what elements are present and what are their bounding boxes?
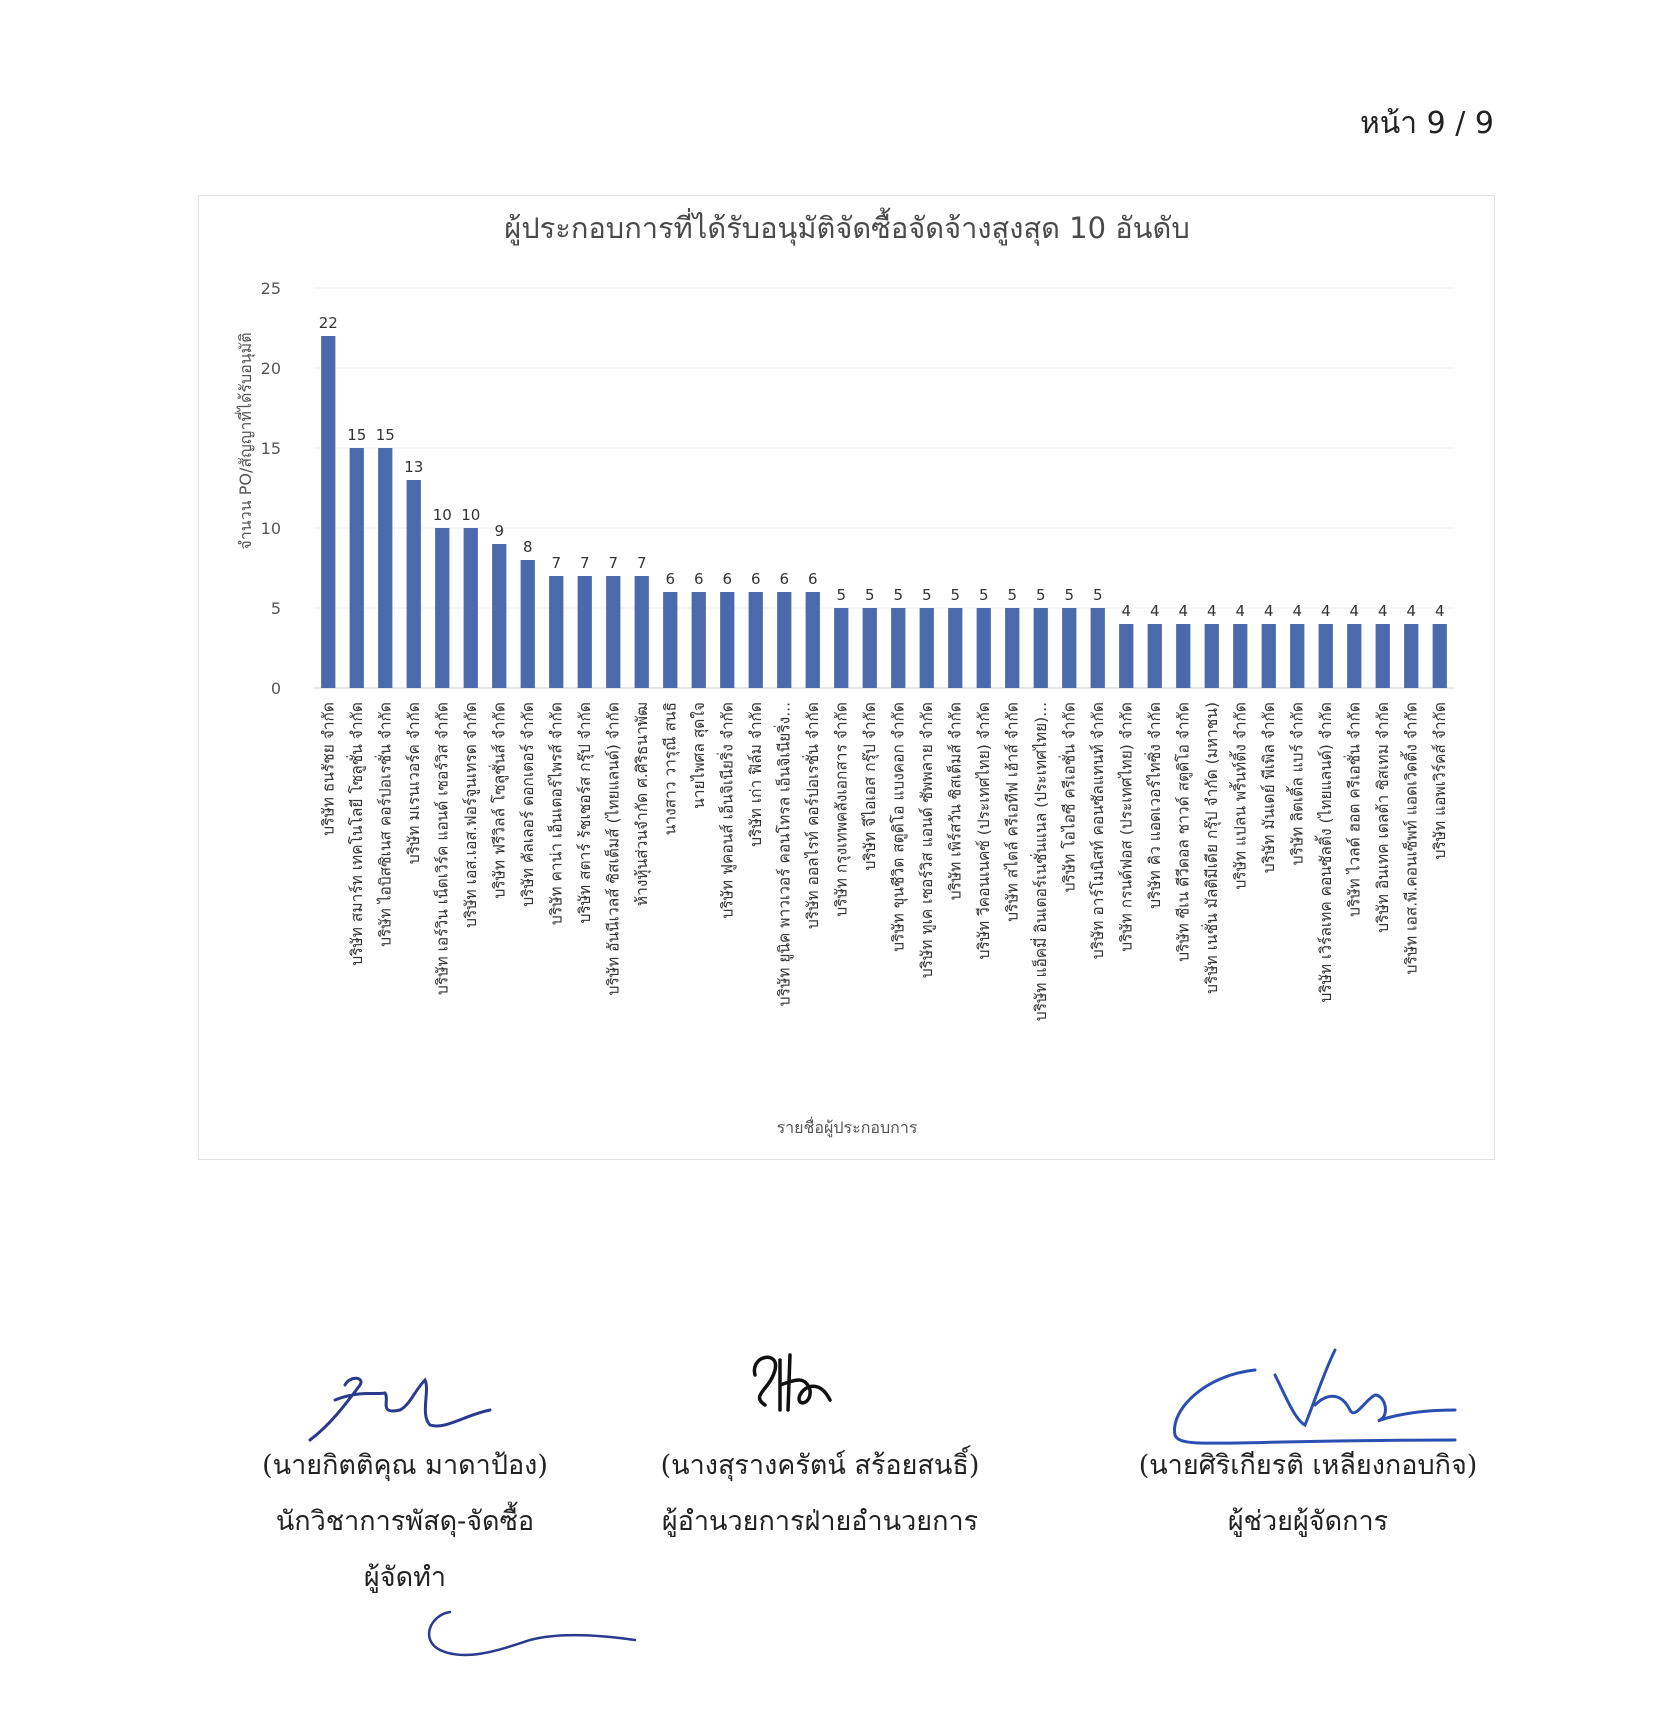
x-tick-label: บริษัท แอพเวิร์คส์ จำกัด	[1430, 702, 1449, 860]
x-tick-label: บริษัท โอไอซี ครีเอชั่น จำกัด	[1060, 702, 1079, 893]
x-tick-label: บริษัท ลิตเติ้ล แบร์ จำกัด	[1288, 702, 1307, 866]
chart-frame	[198, 195, 1495, 1160]
bar	[321, 336, 335, 688]
data-label: 6	[693, 570, 704, 588]
bar	[920, 608, 934, 688]
bar-chart	[199, 196, 1494, 1159]
data-label: 7	[579, 554, 590, 572]
bar	[977, 608, 991, 688]
data-label: 9	[494, 522, 505, 540]
bar	[948, 608, 962, 688]
signatory-position: ผู้ช่วยผู้จัดการ	[1227, 1506, 1389, 1537]
data-label: 8	[522, 538, 533, 556]
bar	[1119, 624, 1133, 688]
x-tick-label: บริษัท อินเทค เดลต้า ซิสเทม จำกัด	[1373, 702, 1392, 933]
grid-lines	[314, 288, 1454, 688]
data-label: 4	[1377, 602, 1388, 620]
data-label: 5	[1007, 586, 1018, 604]
x-axis-labels	[319, 702, 1449, 1021]
signatory-position: นักวิชาการพัสดุ-จัดซื้อ	[275, 1506, 535, 1537]
data-label: 5	[950, 586, 961, 604]
data-label: 5	[1092, 586, 1103, 604]
bar	[1319, 624, 1333, 688]
data-label: 7	[551, 554, 562, 572]
y-axis-ticks	[261, 279, 281, 698]
initial-scribble	[410, 1600, 640, 1670]
bar	[1062, 608, 1076, 688]
x-tick-label: บริษัท สตาร์ ร้ชเชอร์ส กรุ๊ป จำกัด	[575, 702, 594, 924]
bar	[1376, 624, 1390, 688]
signatory-name: (นายศิริเกียรติ เหลียงกอบกิจ)	[1138, 1450, 1478, 1481]
bar	[378, 448, 392, 688]
bar	[1347, 624, 1361, 688]
signature-block-3	[1078, 1438, 1538, 1550]
bar	[606, 576, 620, 688]
x-tick-label: บริษัท แปลน พริ้นท์ติ้ง จำกัด	[1231, 702, 1250, 890]
x-tick-label: นางสาว วารุณี สนธิ	[661, 702, 680, 836]
data-label: 4	[1434, 602, 1445, 620]
bar	[407, 480, 421, 688]
bar	[578, 576, 592, 688]
bar	[492, 544, 506, 688]
data-label: 4	[1235, 602, 1246, 620]
x-tick-label: บริษัท เพิร์สวัน ซิสเต็มส์ จำกัด	[946, 702, 965, 901]
data-label: 4	[1178, 602, 1189, 620]
bar	[834, 608, 848, 688]
x-tick-label: บริษัท ยูนิค พาวเวอร์ คอนโทรล เอ็นจิเนียริ่ง...	[775, 702, 794, 1007]
bar	[549, 576, 563, 688]
bar	[464, 528, 478, 688]
x-tick-label: บริษัท กรุงเทพคลังเอกสาร จำกัด	[832, 702, 851, 917]
signature-block-2	[590, 1438, 1050, 1550]
signature-3-handwritten	[1165, 1340, 1465, 1450]
signature-2-handwritten	[740, 1345, 840, 1430]
data-label: 7	[636, 554, 647, 572]
x-tick-label: บริษัท อาร์โมนิสท์ คอนซัลแทนท์ จำกัด	[1088, 702, 1107, 960]
x-tick-label: บริษัท ฟูคอนส์ เอ็นจิเนียริ่ง จำกัด	[718, 702, 737, 919]
x-tick-label: บริษัท เนชั่น มัลติมีเดีย กรุ๊ป จำกัด (มหาชน)	[1202, 702, 1221, 994]
x-tick-label: บริษัท จีไอเอส กรุ๊ป จำกัด	[860, 702, 879, 871]
bars	[321, 336, 1447, 688]
data-label: 6	[779, 570, 790, 588]
bar	[1034, 608, 1048, 688]
x-axis-title: รายชื่อผู้ประกอบการ	[776, 1118, 918, 1137]
data-label: 5	[1035, 586, 1046, 604]
signatory-name: (นายกิตติคุณ มาดาป้อง)	[262, 1450, 548, 1481]
bar	[749, 592, 763, 688]
y-axis-title: จำนวน PO/สัญญาที่ได้รับอนุมัติ	[236, 332, 255, 550]
data-label: 5	[893, 586, 904, 604]
y-tick-label: 25	[260, 279, 281, 298]
x-tick-label: บริษัท อันนีเวลส์ ซิสเต็มส์ (ไทยแลนด์) จำกัด	[604, 702, 623, 996]
bar	[720, 592, 734, 688]
bar	[1404, 624, 1418, 688]
x-tick-label: บริษัท เวิร์ลเทค คอนซัลติ้ง (ไทยแลนด์) จำกัด	[1316, 702, 1335, 1003]
data-label: 4	[1349, 602, 1360, 620]
data-label: 6	[750, 570, 761, 588]
data-label: 4	[1263, 602, 1274, 620]
x-tick-label: บริษัท ออลไรท์ คอร์ปอเรชั่น จำกัด	[803, 702, 822, 929]
x-tick-label: บริษัท เอร์วิน เน็ตเวิร์ค แอนด์ เซอร์วิส จำกัด	[433, 702, 452, 995]
y-tick-label: 10	[260, 519, 281, 538]
bar	[521, 560, 535, 688]
x-tick-label: บริษัท เอส.พี.คอนเซ็พท์ แอดเวิดติ้ง จำกัด	[1402, 702, 1421, 975]
y-tick-label: 5	[270, 599, 281, 618]
data-label: 4	[1292, 602, 1303, 620]
x-tick-label: บริษัท คาน่า เอ็นเตอร์ไพรส์ จำกัด	[547, 702, 566, 925]
bar	[435, 528, 449, 688]
page-number: หน้า 9 / 9	[1359, 106, 1494, 141]
data-label: 5	[1064, 586, 1075, 604]
x-tick-label: บริษัท มันเดย์ พีเพิล จำกัด	[1259, 702, 1278, 874]
data-label: 5	[921, 586, 932, 604]
x-tick-label: ห้างหุ้นส่วนจำกัด ศ.ศิริธนาพัฒ	[632, 702, 651, 907]
x-tick-label: บริษัท มเรนเวอร์ค จำกัด	[404, 702, 423, 865]
signature-block-1	[175, 1438, 635, 1606]
bar	[891, 608, 905, 688]
x-tick-label: นายไพศล สุดใจ	[689, 702, 708, 809]
bar	[1148, 624, 1162, 688]
data-label: 4	[1206, 602, 1217, 620]
x-tick-label: บริษัท ไอบิสซิเนส คอร์ปอเรชั่น จำกัด	[376, 702, 395, 947]
x-tick-label: บริษัท ขุนชีวิต สตูดิโอ แบงคอก จำกัด	[889, 702, 908, 952]
data-label: 5	[978, 586, 989, 604]
data-label: 15	[347, 426, 367, 444]
bar	[350, 448, 364, 688]
x-tick-label: บริษัท ธนรัชย จำกัด	[319, 702, 338, 836]
x-tick-label: บริษัท ซีเน ดีวีดอล ชาวด์ สตูดิโอ จำกัด	[1174, 702, 1193, 962]
data-label: 13	[404, 458, 424, 476]
data-label: 10	[461, 506, 481, 524]
signatory-name: (นางสุรางครัตน์ สร้อยสนธิ์)	[660, 1450, 980, 1481]
bar	[635, 576, 649, 688]
bar	[1205, 624, 1219, 688]
data-label: 4	[1149, 602, 1160, 620]
signatory-role: ผู้จัดทำ	[363, 1562, 447, 1593]
x-tick-label: บริษัท แอ็คมี่ อินเตอร์เนชั่นแนล (ประเทศไทย)...	[1031, 702, 1050, 1022]
bar	[692, 592, 706, 688]
data-label: 6	[807, 570, 818, 588]
x-tick-label: บริษัท เอส.เอส.ฟอร์จูนเทรด จำกัด	[461, 702, 480, 928]
data-labels	[319, 314, 1445, 620]
signatory-position: ผู้อำนวยการฝ่ายอำนวยการ	[661, 1506, 979, 1537]
bar	[1005, 608, 1019, 688]
x-tick-label: บริษัท คัลเลอร์ ดอกเตอร์ จำกัด	[518, 702, 537, 907]
x-tick-label: บริษัท สไตล์ ครีเอทีฟ เฮ้าส์ จำกัด	[1003, 702, 1022, 922]
x-tick-label: บริษัท สมาร์ท เทคโนโลยี โซลูชั่น จำกัด	[347, 702, 366, 966]
bar	[1091, 608, 1105, 688]
chart-title: ผู้ประกอบการที่ได้รับอนุมัติจัดซื้อจัดจ้างสูงสุด 10 อันดับ	[504, 211, 1190, 245]
x-tick-label: บริษัท วีคอนเนคซ์ (ประเทศไทย) จำกัด	[974, 702, 993, 960]
bar	[777, 592, 791, 688]
data-label: 6	[722, 570, 733, 588]
data-label: 5	[836, 586, 847, 604]
y-tick-label: 0	[270, 679, 281, 698]
bar	[1290, 624, 1304, 688]
data-label: 22	[318, 314, 338, 332]
bar	[1433, 624, 1447, 688]
bar	[663, 592, 677, 688]
x-tick-label: บริษัท ฟรีวิลล์ โซลูชั่นส์ จำกัด	[490, 702, 509, 899]
data-label: 4	[1320, 602, 1331, 620]
x-tick-label: บริษัท กรนด์ฟอส (ประเทศไทย) จำกัด	[1117, 702, 1136, 952]
data-label: 5	[864, 586, 875, 604]
bar	[1233, 624, 1247, 688]
data-label: 15	[375, 426, 395, 444]
data-label: 6	[665, 570, 676, 588]
x-tick-label: บริษัท ไวลด์ ฮอต ครีเอชั่น จำกัด	[1345, 702, 1364, 917]
data-label: 10	[432, 506, 452, 524]
data-label: 7	[608, 554, 619, 572]
x-tick-label: บริษัท เก่า ฟิล์ม จำกัด	[746, 702, 765, 847]
bar	[1262, 624, 1276, 688]
x-tick-label: บริษัท ทูเค เซอร์วิส แอนด์ ซัพพลาย จำกัด	[917, 702, 936, 979]
bar	[1176, 624, 1190, 688]
data-label: 4	[1121, 602, 1132, 620]
y-tick-label: 20	[260, 359, 281, 378]
y-tick-label: 15	[260, 439, 281, 458]
bar	[806, 592, 820, 688]
bar	[863, 608, 877, 688]
x-tick-label: บริษัท คิว แอดเวอร์ไทซิ่ง จำกัด	[1145, 702, 1164, 909]
data-label: 4	[1406, 602, 1417, 620]
